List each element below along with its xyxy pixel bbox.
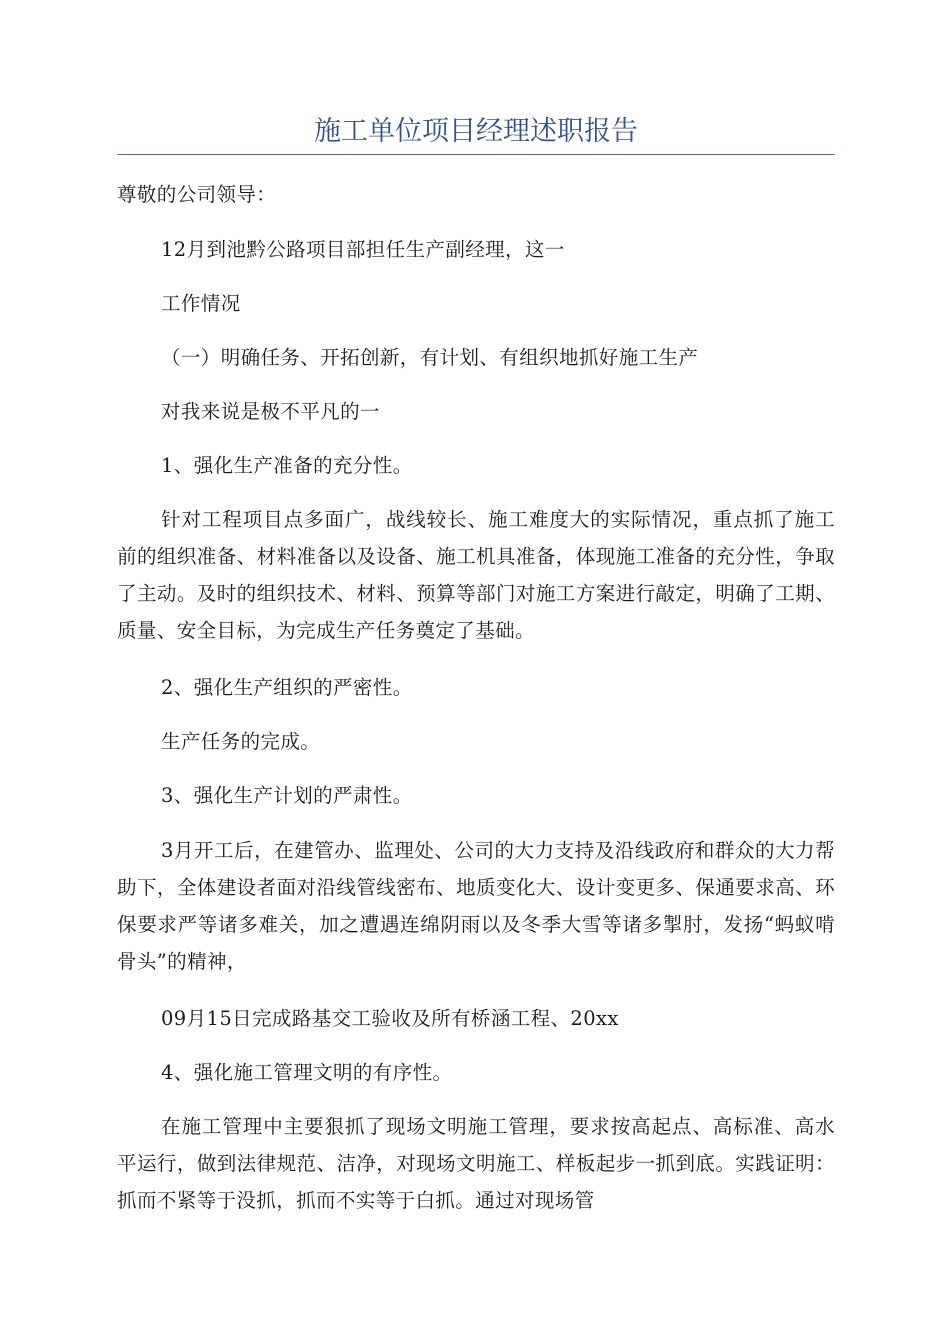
paragraph: 针对工程项目点多面广，战线较长、施工难度大的实际情况，重点抓了施工前的组织准备、材料准备以及设备、施工机具准备，体现施工准备的充分性，争取了主动。及时的组织技术、材料、预算等部门对施工方案进行敲定，明确了工期、质量、安全目标，为完成生产任务奠定了基础。	[117, 508, 835, 642]
salutation: 尊敬的公司领导：	[117, 183, 277, 206]
item-heading: 4、强化施工管理文明的有序性。	[161, 1061, 453, 1084]
item-heading: 1、强化生产准备的充分性。	[161, 454, 413, 477]
document-title: 施工单位项目经理述职报告	[314, 116, 638, 147]
paragraph: 12月到池黔公路项目部担任生产副经理，这一	[161, 238, 565, 261]
item-heading: 2、强化生产组织的严密性。	[161, 676, 413, 699]
section-heading: （一）明确任务、开拓创新，有计划、有组织地抓好施工生产	[161, 346, 699, 369]
paragraph: 工作情况	[161, 292, 241, 315]
paragraph: 09月15日完成路基交工验收及所有桥涵工程、20xx	[161, 1007, 619, 1030]
paragraph: 3月开工后，在建管办、监理处、公司的大力支持及沿线政府和群众的大力帮助下，全体建设者面对沿线管线密布、地质变化大、设计变更多、保通要求高、环保要求严等诸多难关，加之遭遇连绵阴雨以及冬季大雪等诸多掣肘，发扬“蚂蚁啃骨头”的精神，	[117, 839, 835, 973]
title-underline	[117, 154, 835, 155]
item-heading: 3、强化生产计划的严肃性。	[161, 784, 413, 807]
paragraph: 在施工管理中主要狠抓了现场文明施工管理，要求按高起点、高标准、高水平运行，做到法律规范、洁净，对现场文明施工、样板起步一抓到底。实践证明：抓而不紧等于没抓，抓而不实等于白抓。通过对现场管	[117, 1115, 835, 1212]
paragraph: 对我来说是极不平凡的一	[161, 400, 380, 423]
paragraph: 生产任务的完成。	[161, 730, 321, 753]
